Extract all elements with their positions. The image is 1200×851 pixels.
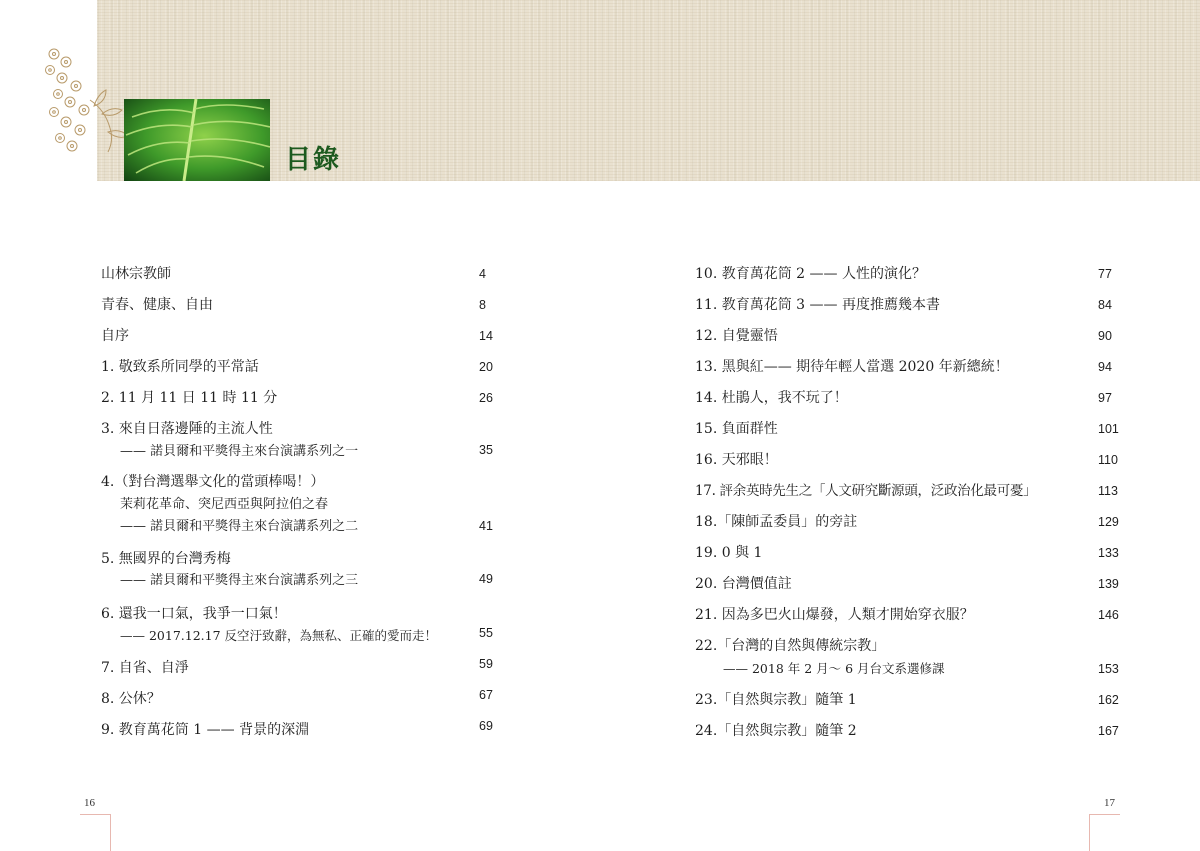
left-page-number: 16 [84, 797, 95, 809]
toc-entry-page: 4 [479, 267, 486, 281]
toc-entry-title: 20. 台灣價值註 [695, 576, 792, 592]
toc-entry-page: 153 [1098, 662, 1119, 676]
toc-entry-title: 9. 教育萬花筒 1 —— 背景的深淵 [101, 722, 310, 738]
toc-entry-page: 55 [479, 626, 493, 640]
toc-entry-page: 129 [1098, 515, 1119, 529]
toc-entry-title: 4.（對台灣選舉文化的當頭棒喝！） [101, 474, 325, 490]
toc-entry-page: 41 [479, 519, 493, 533]
toc-entry-title: 19. 0 與 1 [695, 545, 763, 561]
toc-entry-page: 139 [1098, 577, 1119, 591]
toc-entry-title: 22.「台灣的自然與傳統宗教」 [695, 638, 886, 654]
toc-entry-title: 13. 黑與紅—— 期待年輕人當選 2020 年新總統！ [695, 359, 1009, 375]
toc-entry-page: 20 [479, 360, 493, 374]
toc-entry-page: 90 [1098, 329, 1112, 343]
toc-entry-page: 146 [1098, 608, 1119, 622]
toc-entry-page: 67 [479, 688, 493, 702]
toc-entry-page: 133 [1098, 546, 1119, 560]
toc-entry-page: 35 [479, 443, 493, 457]
toc-entry-title: 1. 敬致系所同學的平常話 [101, 359, 259, 375]
toc-entry-page: 26 [479, 391, 493, 405]
toc-entry-title: 8. 公休？ [101, 691, 161, 707]
toc-entry-page: 113 [1098, 484, 1118, 498]
toc-entry-title: 14. 杜鵑人，我不玩了！ [695, 390, 848, 406]
toc-entry-title: 青春、健康、自由 [101, 297, 213, 313]
toc-entry-page: 84 [1098, 298, 1112, 312]
toc-entry-title: 5. 無國界的台灣秀梅 [101, 551, 231, 567]
toc-entry-page: 49 [479, 572, 493, 586]
toc-entry-page: 77 [1098, 267, 1112, 281]
crop-mark-left [80, 814, 111, 851]
toc-entry-title: 15. 負面群性 [695, 421, 778, 437]
toc-entry-page: 94 [1098, 360, 1112, 374]
toc-entry-page: 14 [479, 329, 493, 343]
toc-entry-page: 162 [1098, 693, 1119, 707]
toc-entry-page: 69 [479, 719, 493, 733]
toc-entry-title: 11. 教育萬花筒 3 —— 再度推薦幾本書 [695, 297, 940, 313]
toc-entry-page: 59 [479, 657, 493, 671]
toc-entry-title: 16. 天邪眼！ [695, 452, 778, 468]
toc-entry-title: 17. 評余英時先生之「人文研究斷源頭，泛政治化最可憂」 [695, 483, 1037, 499]
toc-entry-page: 101 [1098, 422, 1119, 436]
toc-entry-title: 10. 教育萬花筒 2 —— 人性的演化？ [695, 266, 926, 282]
toc-entry-page: 8 [479, 298, 486, 312]
toc-entry-title: 24.「自然與宗教」隨筆 2 [695, 723, 857, 739]
toc-entry-title: 21. 因為多巴火山爆發，人類才開始穿衣服？ [695, 607, 974, 623]
toc-entry-title: 3. 來自日落邊陲的主流人性 [101, 421, 273, 437]
crop-mark-right [1089, 814, 1120, 851]
toc-entry-title: 18.「陳師孟委員」的旁註 [695, 514, 858, 530]
leaf-photo [124, 99, 270, 181]
toc-entry-title: 7. 自省、自淨 [101, 660, 189, 676]
toc-entry-page: 110 [1098, 453, 1118, 467]
toc-entry-title: 自序 [101, 328, 129, 344]
right-page-number: 17 [1104, 797, 1115, 809]
toc-entry-title: 23.「自然與宗教」隨筆 1 [695, 692, 857, 708]
toc-entry-title: 12. 自覺靈悟 [695, 328, 778, 344]
toc-entry-page: 97 [1098, 391, 1112, 405]
toc-entry-page: 167 [1098, 724, 1119, 738]
toc-entry-title: 6. 還我一口氣，我爭一口氣！ [101, 606, 287, 622]
toc-entry-title: 山林宗教師 [101, 266, 171, 282]
floral-ornament [40, 40, 135, 165]
toc-entry-title: 2. 11 月 11 日 11 時 11 分 [101, 390, 278, 406]
page-title: 目錄 [285, 145, 342, 175]
